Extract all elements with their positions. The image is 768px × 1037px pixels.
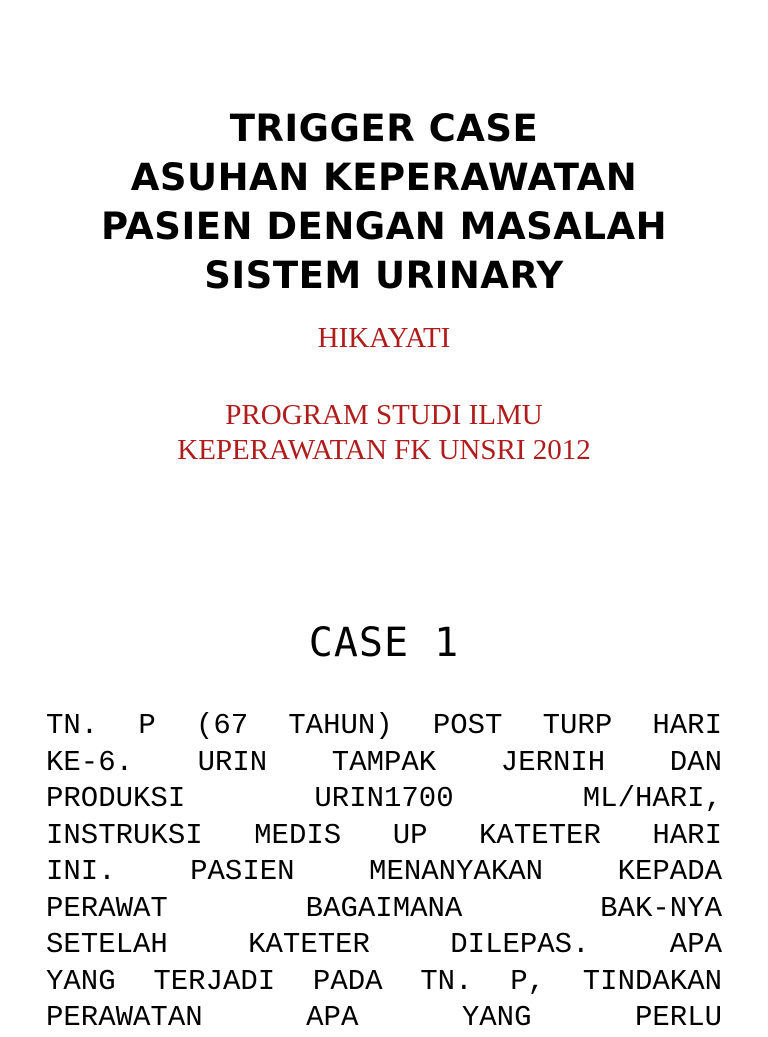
affiliation-line: PROGRAM STUDI ILMU <box>225 399 543 431</box>
title-line: ASUHAN KEPERAWATAN <box>130 156 638 199</box>
affiliation <box>0 398 768 468</box>
case-line: PERAWATAN APA YANG PERLU <box>46 1001 722 1034</box>
case-line: TN. P (67 TAHUN) POST TURP HARI <box>46 709 722 742</box>
author-name: HIKAYATI <box>317 322 451 354</box>
case-description <box>46 708 722 1037</box>
case-line: INI. PASIEN MENANYAKAN KEPADA <box>46 855 722 888</box>
title-line: PASIEN DENGAN MASALAH <box>100 205 668 248</box>
case-line: YANG TERJADI PADA TN. P, TINDAKAN <box>46 964 722 998</box>
slide-title <box>0 104 768 300</box>
case-line: INSTRUKSI MEDIS UP KATETER HARI <box>46 818 722 852</box>
case-title: CASE 1 <box>308 620 460 666</box>
case-line: PRODUKSI URIN1700 ML/HARI, <box>46 782 722 815</box>
case-slide <box>0 580 768 1034</box>
case-line: PERAWAT BAGAIMANA BAK-NYA <box>46 891 722 925</box>
affiliation-line: KEPERAWATAN FK UNSRI 2012 <box>177 434 591 466</box>
title-line: SISTEM URINARY <box>204 254 564 297</box>
case-line: SETELAH KATETER DILEPAS. APA <box>46 928 722 961</box>
title-line: TRIGGER CASE <box>229 107 539 150</box>
case-line: KE-6. URIN TAMPAK JERNIH DAN <box>46 745 722 779</box>
